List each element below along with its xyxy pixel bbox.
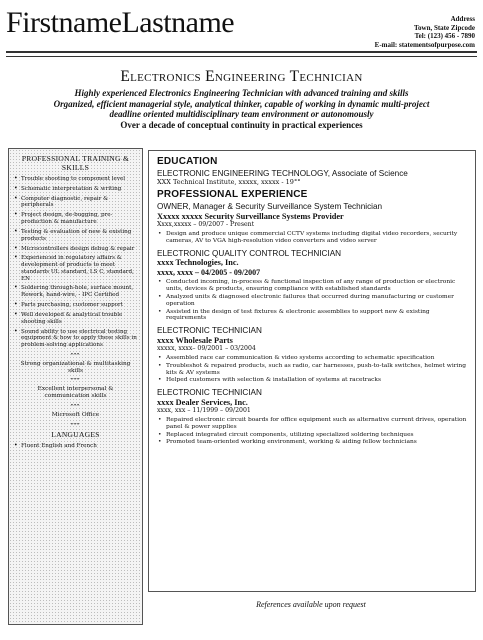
job-dates: Xxxx,xxxxx – 09/2007 - Present xyxy=(157,221,255,229)
job-bullet: • Helped customers with selection & installation of systems at racetracks xyxy=(166,377,467,384)
resume-title: Electronics Engineering Technician xyxy=(120,68,363,85)
contact-address: Address xyxy=(450,15,475,23)
experience-heading: PROFESSIONAL EXPERIENCE xyxy=(157,189,308,201)
candidate-name: FirstnameLastname xyxy=(6,6,235,39)
skills-sidebar xyxy=(8,148,143,625)
languages-heading: LANGUAGES xyxy=(51,429,100,439)
skill-extra: Strong organizational & multitasking skills xyxy=(20,360,131,374)
education-degree: ELECTRONIC ENGINEERING TECHNOLOGY, Associate of Science xyxy=(157,169,408,178)
header-rule-top xyxy=(6,51,477,53)
job-company: Xxxxx xxxxx Security Surveillance Systems Provider xyxy=(157,211,344,221)
skills-list xyxy=(9,176,142,349)
skill-item: • Experienced in regulatory affairs & development of products to meet standards UL standard, LS C, standard, EN xyxy=(21,255,138,282)
job-bullet: • Assembled race car communication & video systems according to schematic specification xyxy=(166,355,467,362)
education-school: XXX Technical Institute, xxxxx, xxxxx - 19°° xyxy=(157,178,301,187)
separator-dots: ••• xyxy=(70,377,81,384)
skill-item: • Soldering through-hole, surface mount, Rework, hand-wire, - IPC Certified xyxy=(21,285,138,298)
job-bullet: • Troubleshot & repaired products, such as radio, car harnesses, push-to-talk switches, helmet wiring kits & AV systems xyxy=(166,363,467,377)
contact-city: Town, State Zipcode xyxy=(413,23,475,32)
skill-item: • Microcontrollers design debug & repair xyxy=(21,246,138,253)
job-title: ELECTRONIC TECHNICIAN xyxy=(157,326,262,336)
job-dates: xxxxx, xxxx– 09/2001 – 03/2004 xyxy=(157,345,256,352)
skill-item: • Computer diagnostic, repair & peripherals xyxy=(21,196,138,209)
job-dates: xxxx, xxx – 11/1999 – 09/2001 xyxy=(157,407,251,415)
skill-item: • Trouble shooting to component level xyxy=(21,176,138,183)
contact-block xyxy=(375,15,475,49)
separator-dots: ••• xyxy=(70,421,81,428)
job-entry xyxy=(157,388,467,446)
references-note: References available upon request xyxy=(256,600,366,609)
job-title: ELECTRONIC QUALITY CONTROL TECHNICIAN xyxy=(157,248,342,258)
skill-item: • Testing & evaluation of new & existing products xyxy=(21,229,138,242)
separator-dots: ••• xyxy=(70,403,81,410)
summary-line: Organized, efficient managerial style, analytical thinker, capable of working in dynamic multi-project xyxy=(53,98,430,109)
job-bullets xyxy=(157,231,467,245)
job-bullet: • Replaced integrated circuit components, utilizing specialized soldering techniques xyxy=(166,432,467,439)
main-content xyxy=(148,150,476,592)
job-entry xyxy=(157,326,467,384)
skill-extra: Excellent interpersonal & communication skills xyxy=(37,386,114,400)
job-company: xxxx Wholesale Parts xyxy=(157,335,233,345)
job-entry xyxy=(157,202,467,245)
skill-item: • Well developed & analytical trouble shooting skills xyxy=(21,312,138,325)
language-item: • Fluent English and French xyxy=(21,443,138,450)
languages-list xyxy=(9,443,142,450)
education-heading: EDUCATION xyxy=(157,156,218,167)
summary-line: Over a decade of conceptual continuity in practical experiences xyxy=(120,119,363,130)
job-bullets xyxy=(157,355,467,384)
separator-dots: ••• xyxy=(70,351,81,358)
job-bullet: • Analyzed units & diagnosed electronic failures that occurred during manufacturing or customer operation xyxy=(166,294,467,308)
job-bullets xyxy=(157,417,467,446)
header-rule-bottom xyxy=(6,56,477,57)
job-bullet: • Assisted in the design of test fixtures & electronic assemblies to support new & existing requirements xyxy=(166,309,467,323)
job-bullet: • Conducted incoming, in-process & functional inspection of any range of production or electronic units, devices & products, ensuring compliance with established standards xyxy=(166,279,467,293)
summary-line: Highly experienced Electronics Engineering Technician with advanced training and skills xyxy=(74,88,409,98)
job-title: ELECTRONIC TECHNICIAN xyxy=(157,388,262,398)
job-company: xxxx Technologies, Inc. xyxy=(157,258,239,268)
skill-extra: Microsoft Office xyxy=(51,412,100,419)
summary xyxy=(20,88,463,130)
skill-item: • Schematic interpretation & writing xyxy=(21,186,138,193)
job-title: OWNER, Manager & Security Surveillance System Technician xyxy=(157,202,383,212)
job-bullet: • Design and produce unique commercial CCTV systems including digital video recorders, security cameras, AV to VGA high-resolution video converters and video server xyxy=(166,231,467,245)
skill-item: • Sound ability to use electrical testing equipment & how to apply these skills in problem-solving applications xyxy=(21,329,138,349)
skills-heading: PROFESSIONAL TRAINING & SKILLS xyxy=(21,154,130,172)
job-entry xyxy=(157,249,467,322)
skill-item: • Project design, de-bugging, pre-production & manufacture xyxy=(21,212,138,225)
job-bullet: • Promoted team-oriented working environment, working & aiding fellow technicians xyxy=(166,439,467,446)
summary-line: deadline oriented multidisciplinary team environment or autonomously xyxy=(109,109,374,119)
contact-email: E-mail: statementsofpurpose.com xyxy=(374,40,475,49)
contact-tel: Tel: (123) 456 - 7890 xyxy=(414,32,475,40)
job-company: xxxx Dealer Services, Inc. xyxy=(157,397,248,407)
job-bullets xyxy=(157,279,467,322)
job-bullet: • Repaired electronic circuit boards for office equipment such as alternative current drives, operation panel & power supplies xyxy=(166,417,467,431)
skill-item: • Parts purchasing, customer support xyxy=(21,302,138,309)
job-dates: xxxx, xxxx – 04/2005 - 09/2007 xyxy=(157,267,261,277)
